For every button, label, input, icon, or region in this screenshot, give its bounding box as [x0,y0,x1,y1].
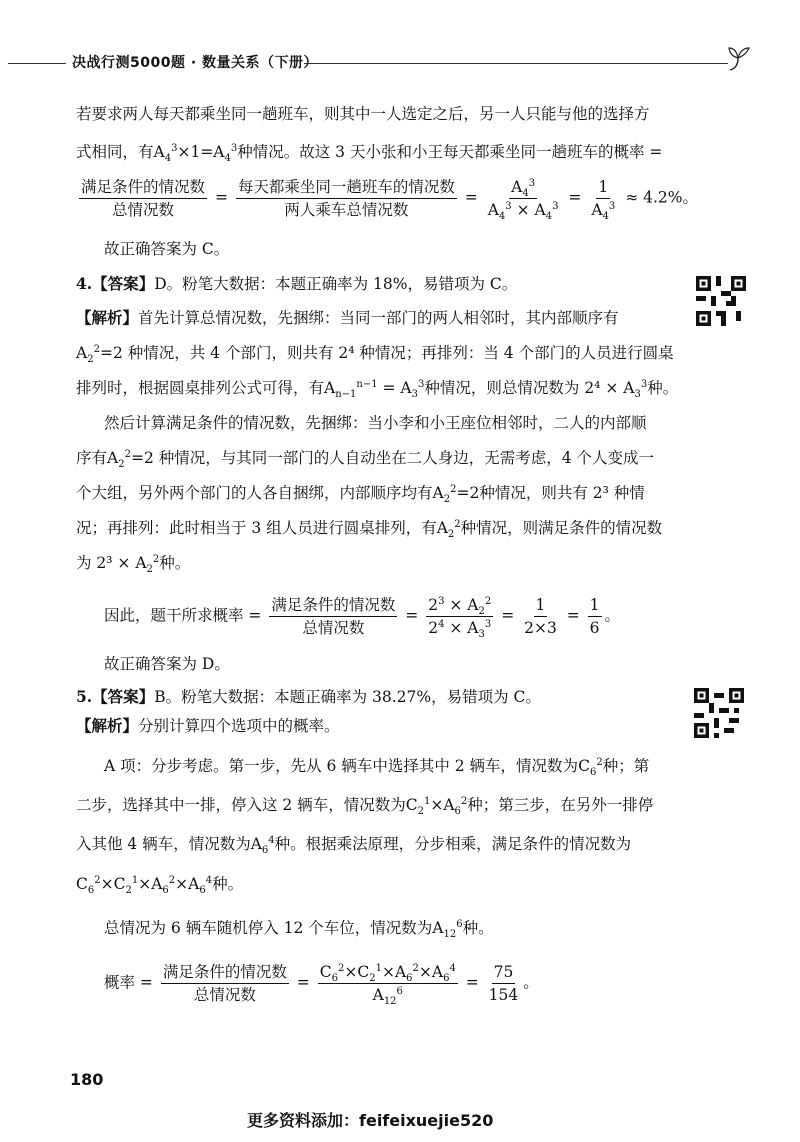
text-line: 若要求两人每天都乘坐同一趟班车，则其中一人选定之后，另一人只能与他的选择方 [76,105,650,123]
analysis-4: 【解析】首先计算总情况数，先捆绑：当同一部门的两人相邻时，其内部顺序有 [76,308,619,327]
qr-code-icon [694,688,744,738]
book-title: 决战行测5000题 · 数量关系（下册） [72,55,319,71]
text-line: 故正确答案为 D。 [104,655,230,673]
analysis-5: 【解析】分别计算四个选项中的概率。 [76,716,340,735]
header-rule-right [304,63,728,64]
text-line: 总情况为 6 辆车随机停入 12 个车位，情况数为$A_{12}^6$种。 [104,918,494,941]
text-line: 为 $2^3 \times A_2^2$种。 [76,553,191,576]
formula-probability-3: 概率 = $\frac{\text{满足条件的情况数}}{\text{总情况数}}$ = $\frac{C_6^2\times C_2^1\times A_6^2\times A_6^4}{A_{12}^6}$ = $\frac{75}{154}$ 。 [104,962,539,1008]
text-line: $C_6^2\times C_2^1\times A_6^2\times A_6^4$种。 [76,874,244,897]
running-header [0,48,800,78]
footer-note: 更多资料添加：feifeixuejie520 [247,1111,494,1130]
text-line: 故正确答案为 C。 [104,240,230,258]
text-line: 个大组，另外两个部门的人各自捆绑，内部顺序均有$A_2^2=2$种情况，则共有 2³ 种情 [76,483,645,506]
text-line: 入其他 4 辆车，情况数为$A_6^4$种。根据乘法原理，分步相乘，满足条件的情况数为 [76,834,632,857]
formula-probability-2: 因此，题干所求概率 = $\frac{\text{满足条件的情况数}}{\text{总情况数}}$ = $\frac{2^3 \times A_2^2}{2^4 \times A_3^3}$ = $\frac{1}{2\times 3}$ = $\frac{1}{6}$ 。 [104,595,621,641]
text-line: 二步，选择其中一排，停入这 2 辆车，情况数为$C_2^1\times A_6^2$种；第三步，在另外一排停 [76,795,654,818]
text-line: $A_2^2=2$ 种情况，共 4 个部门，则共有 2⁴ 种情况；再排列：当 4 个部门的人员进行圆桌 [76,343,674,366]
text-line: 序有$A_2^2=2$ 种情况，与其同一部门的人自动坐在二人身边，无需考虑，4 个人变成一 [76,448,655,471]
header-rule-left [8,63,66,64]
sprout-icon [726,44,752,74]
text-line: 然后计算满足条件的情况数，先捆绑：当小李和小王座位相邻时，二人的内部顺 [104,414,647,432]
text-line: 况；再排列：此时相当于 3 组人员进行圆桌排列，有$A_2^2$种情况，则满足条件的情况数 [76,518,663,541]
text-line: A 项：分步考虑。第一步，先从 6 辆车中选择其中 2 辆车，情况数为$C_6^2$种；第 [104,756,650,779]
answer-4: 4.【答案】D。粉笔大数据：本题正确率为 18%，易错项为 C。 [76,274,518,293]
formula-probability-1: $\frac{\text{满足条件的情况数}}{\text{总情况数}}$ = $\frac{\text{每天都乘坐同一趟班车的情况数}}{\text{两人乘车总情况数}}$ = $\frac{A_4^3}{A_4^3 \times A_4^3}$ = $\frac{1}{A_4^3}$ ≈ 4.2%。 [81,177,698,223]
text-line: 式相同，有$A_4^3\times 1=A_4^3$种情况。故这 3 天小张和小王每天都乘坐同一趟班车的概率 = [76,142,663,165]
answer-5: 5.【答案】B。粉笔大数据：本题正确率为 38.27%，易错项为 C。 [76,687,541,706]
qr-code-icon [696,276,746,326]
text-line: 排列时，根据圆桌排列公式可得，有$A_{n-1}^{n-1} = A_3^3$种情况，则总情况数为 $2^4 \times A_3^3$种。 [76,378,679,401]
page-number: 180 [70,1070,104,1089]
